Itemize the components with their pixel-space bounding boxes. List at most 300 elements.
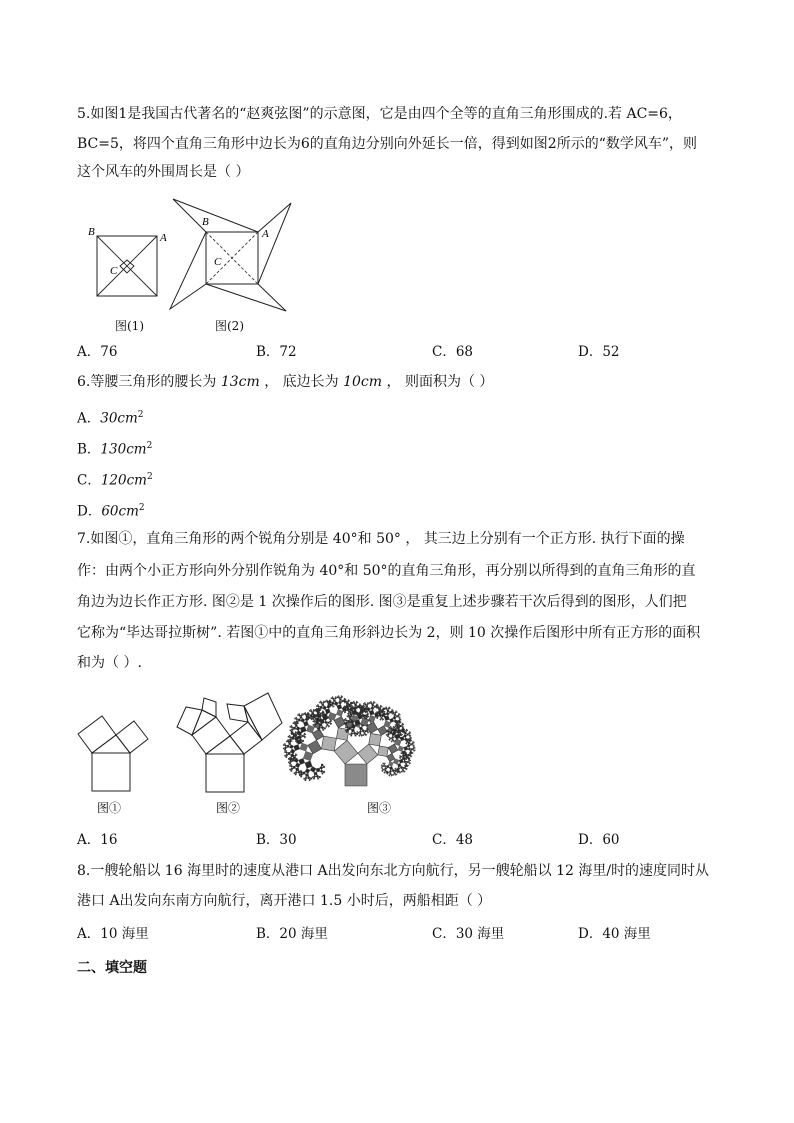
tree-square (322, 706, 326, 710)
tree-square (322, 704, 324, 706)
tree-square (364, 702, 365, 703)
tree-square (400, 766, 403, 769)
q7-fig2-caption: 图② (216, 801, 241, 815)
tree-square (333, 699, 335, 701)
tree-square (284, 751, 285, 752)
tree-square (294, 718, 295, 719)
q5-fig1-caption: 图(1) (115, 319, 144, 333)
tree-square (386, 707, 387, 708)
tree-square (364, 732, 366, 734)
tree-square (317, 705, 319, 707)
tree-square (345, 700, 346, 701)
tree-square (307, 713, 308, 714)
tree-square (373, 702, 375, 704)
tree-square (381, 717, 383, 719)
tree-square (366, 729, 367, 730)
q5-line-1: 5.如图1是我国古代著名的“赵爽弦图”的示意图，它是由四个全等的直角三角形围成的.若 AC=6， (77, 106, 682, 122)
q6-option-a-value: 30cm (100, 410, 138, 427)
tree-square (320, 710, 321, 711)
tree-square (367, 703, 369, 705)
tree-square (290, 726, 291, 727)
tree-square (408, 748, 411, 751)
tree-square (397, 712, 398, 713)
tree-square (382, 720, 383, 721)
tree-square (302, 735, 304, 737)
tree-square (409, 734, 411, 736)
tree-square (391, 776, 392, 777)
tree-square (394, 741, 395, 742)
tree-square (375, 712, 376, 713)
tree-square (303, 721, 308, 726)
tree-square (326, 725, 327, 726)
tree-square (317, 704, 318, 705)
tree-square (304, 737, 305, 738)
tree-square (295, 755, 297, 757)
tree-square (404, 746, 408, 750)
tree-square (333, 707, 334, 708)
tree-square (414, 742, 415, 743)
tree-square (378, 709, 379, 710)
tree-square (357, 732, 358, 733)
fig1-label-c: C (110, 265, 118, 277)
q8-option-a[interactable]: A．10 海里 (77, 926, 149, 942)
tree-square (301, 742, 302, 743)
tree-square (290, 760, 291, 761)
tree-square (374, 702, 375, 703)
tree-square (317, 712, 319, 714)
tree-square (406, 761, 408, 763)
tree-square (291, 754, 294, 757)
tree-square (410, 760, 411, 761)
tree-square (351, 729, 354, 732)
tree-square (391, 729, 393, 731)
tree-square (360, 707, 361, 708)
tree-square (365, 712, 366, 713)
tree-square (384, 721, 391, 728)
tree-square (315, 710, 316, 711)
tree-square (320, 706, 323, 709)
tree-square (383, 765, 384, 766)
q7-option-d[interactable]: D．60 (578, 832, 620, 848)
tree-square (289, 743, 291, 745)
tree-square (308, 740, 322, 754)
tree-square (315, 714, 318, 717)
tree-square (328, 705, 329, 706)
tree-square (386, 773, 387, 774)
q6-option-c-value: 120cm (100, 472, 147, 489)
tree-square (395, 726, 396, 727)
tree-square (351, 732, 354, 735)
tree-square (405, 763, 407, 765)
tree-square (382, 769, 383, 770)
tree-square (289, 759, 290, 760)
q7-figure-1 (75, 712, 165, 792)
tree-square (297, 714, 298, 715)
tree-square (359, 735, 360, 736)
tree-square (303, 751, 313, 761)
tree-square (407, 766, 408, 767)
tree-square (337, 697, 338, 698)
tree-square (310, 778, 312, 780)
tree-square (353, 732, 356, 735)
tree-square (409, 763, 410, 764)
tree-square (322, 773, 323, 774)
tree-square (367, 713, 368, 714)
tree-square (313, 713, 314, 714)
q7-line-2: 作：由两个小正方形向外分别作锐角为 40°和 50°的直角三角形，再分别以所得到的直角三角形的直 (77, 563, 696, 579)
tree-square (401, 724, 403, 726)
tree-square (283, 744, 284, 745)
tree-square (334, 740, 358, 764)
tree-square (313, 718, 314, 719)
tree-square (403, 760, 406, 763)
tree-square (304, 736, 306, 738)
tree-square (353, 701, 354, 702)
tree-square (396, 775, 397, 776)
q6-option-a[interactable] (77, 405, 144, 429)
tree-square (305, 761, 312, 768)
tree-square (400, 730, 402, 732)
tree-square (287, 745, 290, 748)
tree-square (348, 705, 350, 707)
tree-square (305, 779, 306, 780)
q5-option-c[interactable]: C．68 (432, 344, 474, 360)
tree-square (356, 733, 358, 735)
tree-square (400, 736, 404, 740)
tree-square (293, 727, 296, 730)
tree-square (378, 746, 389, 757)
tree-square (364, 706, 365, 707)
tree-square (395, 768, 396, 769)
tree-square (368, 714, 369, 715)
tree-square (317, 728, 318, 729)
tree-square (349, 701, 350, 702)
tree-square (401, 735, 402, 736)
tree-square (320, 701, 321, 702)
q7-option-c[interactable]: C．48 (432, 832, 474, 848)
tree-square (291, 725, 292, 726)
tree-square (377, 708, 378, 709)
tree-square (390, 726, 391, 727)
tree-square (363, 734, 364, 735)
tree-square (345, 730, 346, 731)
tree-square (344, 711, 345, 712)
tree-square (291, 731, 292, 732)
tree-square (377, 717, 378, 718)
tree-square (400, 714, 401, 715)
tree-square (328, 722, 330, 724)
q5-line-3: 这个风车的外围周长是（ ） (77, 164, 250, 180)
tree-square (313, 775, 316, 778)
q5-option-d[interactable]: D．52 (578, 344, 620, 360)
tree-square (359, 733, 361, 735)
tree-square (394, 714, 396, 716)
tree-square (406, 769, 407, 770)
tree-square (296, 723, 297, 724)
tree-square (405, 730, 407, 732)
tree-square (340, 697, 342, 699)
tree-square (303, 772, 306, 775)
tree-square (400, 756, 401, 757)
tree-square (375, 716, 376, 717)
tree-square (295, 771, 298, 774)
tree-square (410, 757, 411, 758)
tree-square (395, 725, 396, 726)
q7-option-a[interactable]: A．16 (77, 832, 118, 848)
tree-square (397, 728, 399, 730)
tree-square (389, 766, 393, 770)
tree-square (330, 722, 332, 724)
tree-square (402, 770, 403, 771)
tree-square (370, 702, 372, 704)
q5-line-2: BC=5，将四个直角三角形中边长为6的直角边分别向外延长一倍，得到如图2所示的“数学风车”，则 (77, 136, 698, 152)
tree-square (358, 744, 378, 764)
tree-square (303, 713, 304, 714)
tree-square (374, 706, 376, 708)
q6-option-b-exp: 2 (146, 441, 153, 451)
tree-square (387, 710, 389, 712)
q6-mid: ， 底边长为 (259, 374, 344, 390)
tree-square (347, 713, 348, 714)
tree-square (389, 775, 390, 776)
tree-square (338, 697, 340, 699)
tree-square (290, 730, 291, 731)
tree-square (401, 756, 402, 757)
tree-square (404, 732, 406, 734)
tree-square (320, 770, 323, 773)
tree-square (339, 698, 341, 700)
tree-square (305, 773, 308, 776)
tree-square (294, 722, 295, 723)
tree-square (296, 742, 297, 743)
tree-square (360, 705, 361, 706)
tree-square (332, 697, 333, 698)
tree-square (316, 775, 319, 778)
tree-square (305, 734, 306, 735)
fig2-label-a: A (262, 228, 269, 240)
tree-square (320, 709, 321, 710)
tree-square (415, 747, 416, 748)
q5-fig2-caption: 图(2) (215, 319, 244, 333)
q7-line-4: 它称为“毕达哥拉斯树”. 若图①中的直角三角形斜边长为 2，则 10 次操作后图形中所有正方形的面积 (77, 625, 701, 641)
tree-square (330, 724, 331, 725)
tree-square (306, 717, 307, 718)
tree-square (388, 744, 398, 754)
tree-square (387, 733, 390, 736)
tree-square (313, 721, 314, 722)
tree-square (376, 706, 377, 707)
tree-square (404, 765, 405, 766)
q6-option-d[interactable] (77, 498, 145, 522)
tree-square (394, 772, 396, 774)
q8-option-d[interactable]: D．40 海里 (578, 926, 651, 942)
tree-square (325, 701, 326, 702)
q6-option-c[interactable] (77, 467, 153, 491)
tree-square (329, 721, 331, 723)
tree-square (312, 777, 313, 778)
tree-square (317, 710, 318, 711)
tree-square (313, 724, 314, 725)
tree-square (391, 741, 392, 742)
tree-square (397, 763, 401, 767)
tree-square (386, 708, 388, 710)
tree-square (311, 719, 312, 720)
tree-square (288, 740, 289, 741)
q6-option-c-exp: 2 (146, 472, 153, 482)
tree-square (388, 708, 390, 710)
q7-line-1: 7.如图①，直角三角形的两个锐角分别是 40°和 50° ， 其三边上分别有一个正方形. 执行下面的操 (77, 531, 685, 547)
tree-square (406, 753, 407, 754)
tree-square (294, 773, 295, 774)
q8-option-c[interactable]: C．30 海里 (432, 926, 505, 942)
tree-square (344, 723, 345, 724)
tree-square (381, 706, 382, 707)
tree-square (370, 701, 371, 702)
tree-square (383, 769, 384, 770)
q6-prefix: 6.等腰三角形的腰长为 (77, 374, 221, 390)
tree-square (334, 698, 336, 700)
tree-square (355, 702, 357, 704)
tree-square (353, 702, 355, 704)
tree-square (367, 731, 369, 733)
tree-square (381, 711, 383, 713)
tree-square (291, 768, 294, 771)
tree-square (289, 735, 290, 736)
tree-square (289, 745, 293, 749)
tree-square (413, 747, 415, 749)
tree-square (410, 743, 412, 745)
tree-square (324, 727, 326, 729)
tree-square (319, 766, 323, 770)
tree-square (347, 702, 348, 703)
q5-option-a[interactable]: A．76 (77, 344, 118, 360)
tree-square (319, 723, 322, 726)
tree-square (362, 729, 365, 732)
tree-square (345, 719, 347, 721)
tree-square (298, 723, 299, 724)
tree-square (361, 706, 362, 707)
q7-option-b[interactable]: B．30 (256, 832, 297, 848)
q7-fig3-caption: 图③ (367, 801, 392, 815)
tree-square (395, 770, 397, 772)
tree-square (319, 702, 320, 703)
tree-square (392, 739, 394, 741)
tree-square (407, 739, 408, 740)
q6-option-d-value: 60cm (101, 503, 139, 520)
tree-square (309, 710, 310, 711)
tree-square (391, 740, 392, 741)
tree-square (322, 729, 323, 730)
tree-square (379, 713, 382, 716)
tree-square (358, 706, 359, 707)
tree-square (296, 717, 297, 718)
tree-square (398, 772, 399, 773)
tree-square (411, 740, 412, 741)
tree-square (346, 707, 349, 710)
tree-square (334, 716, 345, 727)
tree-square (407, 730, 408, 731)
tree-square (354, 709, 356, 711)
tree-square (399, 757, 400, 758)
tree-square (343, 707, 344, 708)
tree-square (405, 740, 406, 741)
tree-square (316, 721, 319, 724)
tree-square (306, 714, 307, 715)
tree-square (291, 726, 293, 728)
tree-square (396, 725, 397, 726)
tree-square (389, 711, 391, 713)
tree-square (349, 711, 350, 712)
q6-option-b[interactable] (77, 436, 152, 460)
tree-square (359, 706, 360, 707)
tree-square (372, 704, 374, 706)
tree-square (404, 772, 405, 773)
tree-square (403, 732, 404, 733)
tree-square (300, 743, 308, 751)
q6-stem (77, 372, 493, 392)
tree-square (291, 770, 292, 771)
tree-square (393, 711, 394, 712)
tree-square (410, 750, 412, 752)
tree-square (299, 713, 300, 714)
q5-option-b[interactable]: B．72 (256, 344, 297, 360)
tree-square (371, 706, 375, 710)
tree-square (386, 765, 389, 768)
tree-square (398, 716, 400, 718)
tree-square (411, 748, 413, 750)
tree-square (398, 746, 404, 752)
tree-square (355, 735, 356, 736)
tree-square (387, 754, 395, 762)
tree-square (349, 715, 350, 716)
tree-square (363, 703, 364, 704)
tree-square (342, 700, 344, 702)
tree-square (323, 766, 325, 768)
tree-square (387, 735, 388, 736)
tree-square (337, 704, 342, 709)
tree-square (288, 752, 291, 755)
tree-square (398, 769, 399, 770)
q8-option-b[interactable]: B．20 海里 (256, 926, 328, 942)
tree-square (288, 762, 289, 763)
tree-square (398, 714, 400, 716)
tree-square (314, 721, 316, 723)
tree-square (368, 716, 369, 717)
q7-figure-3 (300, 685, 452, 795)
tree-square (407, 734, 409, 736)
tree-square (411, 738, 412, 739)
tree-square (295, 741, 296, 742)
tree-square (344, 719, 345, 720)
tree-square (314, 772, 317, 775)
tree-square (312, 710, 314, 712)
tree-square (386, 712, 390, 716)
tree-square (335, 697, 336, 698)
tree-square (390, 773, 392, 775)
tree-square (400, 722, 401, 723)
tree-square (351, 735, 352, 736)
tree-square (344, 706, 345, 707)
tree-square (393, 716, 397, 720)
q6-option-a-letter: A． (77, 410, 101, 427)
tree-square (393, 759, 399, 765)
tree-square (328, 701, 329, 702)
section-heading-fill-in-blank: 二、填空题 (77, 960, 147, 976)
tree-square (384, 708, 385, 709)
tree-square (396, 715, 398, 717)
tree-square (316, 709, 317, 710)
tree-square (296, 758, 298, 760)
